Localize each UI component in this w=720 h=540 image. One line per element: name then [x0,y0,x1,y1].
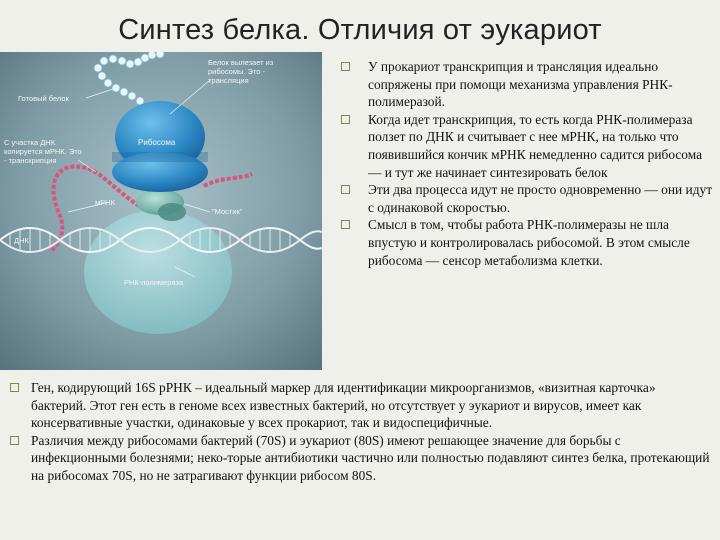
list-item [338,216,714,269]
list-item-text: Когда идет транскрипция, то есть когда РНК-полимераза ползет по ДНК и считывает с нее мРНК, на только что появившийся кончик мРНК немедленно садится рибосома — и тут же начинает синтезировать белок [368,111,703,180]
list-item [338,181,714,216]
list-item-text: Эти два процесса идут не просто одновременно — они идут с одинаковой скоростью. [368,182,713,215]
bottom-bullet-list [10,379,714,485]
slide-title: Синтез белка. Отличия от эукариот [118,14,602,46]
bullet-marker-icon [341,185,350,194]
list-item [10,379,714,432]
bullet-marker-icon [10,383,19,392]
label-bridge: "Мостик" [212,207,243,216]
label-ribosome: Рибосома [138,138,176,147]
list-item-text: Различия между рибосомами бактерий (70S) и эукариот (80S) имеют решающее значение для борьбы с инфекционными болезнями; неко-торые антибиотики частично или полностью подавляют синтез белка, протекающий на рибосомах 70S, но не затрагивают функции рибосом 80S. [31,432,710,483]
list-item [338,111,714,181]
label-finished-protein: Готовый белок [18,94,69,103]
label-mrna: мРНК [95,198,115,207]
bullet-marker-icon [10,436,19,445]
list-item [338,58,714,111]
label-dna: ДНК [14,236,29,245]
list-item-text: У прокариот транскрипция и трансляция идеально сопряжены при помощи механизма управления РНК-полимеразой. [368,59,673,110]
bullet-marker-icon [341,62,350,71]
label-rna-polymerase: РНК-полимераза [124,278,184,287]
list-item [10,432,714,485]
list-item-text: Ген, кодирующий 16S рРНК – идеальный маркер для идентификации микроорганизмов, «визитная карточка» бактерий. Этот ген есть в геноме всех известных бактерий, но отсутствует у эукариот и вирусов, имеет как консервативные участки, одинаковые у всех прокариот, так и видоспецифичные. [31,380,656,431]
list-item-text: Смысл в том, чтобы работа РНК-полимеразы не шла впустую и контролировалась рибосомой. В этом смысле рибосома — сенсор метаболизма клетки. [368,217,690,268]
bullet-marker-icon [341,115,350,124]
translation-diagram [0,52,322,370]
label-protein-released: Белок вылезает из рибосомы. Это - трансляция [208,58,274,85]
right-bullet-list [338,58,714,269]
label-mrna-copied: С участка ДНК копируется мРНК. Это - транскрипция [4,138,82,165]
bullet-marker-icon [341,220,350,229]
